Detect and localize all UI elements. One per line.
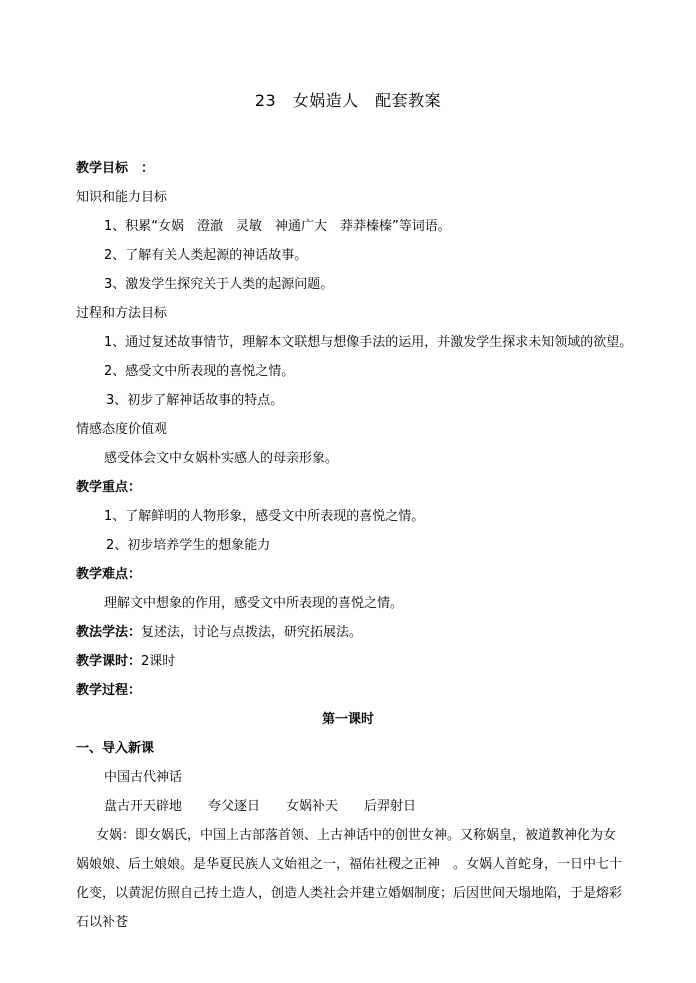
lesson-title: 第一课时 bbox=[321, 712, 374, 727]
method-text: 复述法，讨论与点拨法，研究拓展法。 bbox=[141, 625, 363, 640]
key-item: 2、初步培养学生的想象能力 bbox=[106, 538, 271, 553]
process-item: 3、初步了解神话故事的特点。 bbox=[106, 393, 284, 408]
process-label: 教学过程： bbox=[76, 683, 142, 698]
emotion-heading: 情感态度价值观 bbox=[76, 422, 168, 437]
knowledge-item: 3、激发学生探究关于人类的起源问题。 bbox=[104, 277, 334, 292]
process-item: 2、感受文中所表现的喜悦之情。 bbox=[104, 364, 295, 379]
nuwa-paragraph: 女娲：即女娲氏，中国上古部落首领、上古神话中的创世女神。又称娲皇，被道教神化为女娲娘娘、后土娘娘。是华夏民族人文始祖之一，福佑社稷之正神 。女娲人首蛇身，一日中七十化变，以黄泥仿照自己抟土造人，创造人类社会并建立婚姻制度；后因世间天塌地陷，于是熔彩石以补苍 bbox=[76, 828, 623, 930]
hours-line bbox=[76, 654, 175, 670]
process-item: 1、通过复述故事情节，理解本文联想与想像手法的运用，并激发学生探求未知领域的欲望。 bbox=[104, 335, 633, 350]
method-line bbox=[76, 625, 362, 641]
emotion-text: 感受体会文中女娲朴实感人的母亲形象。 bbox=[104, 451, 339, 466]
process-heading: 过程和方法目标 bbox=[76, 306, 168, 321]
section1-heading: 一、导入新课 bbox=[76, 741, 155, 756]
hours-label: 教学课时： bbox=[76, 654, 142, 669]
knowledge-item: 1、积累“女娲 澄澈 灵敏 神通广大 莽莽榛榛”等词语。 bbox=[104, 219, 451, 234]
key-item: 1、了解鲜明的人物形象，感受文中所表现的喜悦之情。 bbox=[104, 509, 425, 524]
myth-list: 盘古开天辟地 夸父逐日 女娲补天 后羿射日 bbox=[104, 799, 417, 814]
hours-text: 2课时 bbox=[141, 654, 176, 669]
knowledge-item: 2、了解有关人类起源的神话故事。 bbox=[104, 248, 308, 263]
knowledge-heading: 知识和能力目标 bbox=[76, 190, 168, 205]
key-heading: 教学重点： bbox=[76, 480, 142, 495]
difficulty-text: 理解文中想象的作用，感受文中所表现的喜悦之情。 bbox=[104, 596, 404, 611]
difficulty-heading: 教学难点： bbox=[76, 567, 142, 582]
goals-heading: 教学目标 ： bbox=[76, 161, 155, 176]
method-label: 教法学法： bbox=[76, 625, 142, 640]
myth-heading: 中国古代神话 bbox=[104, 770, 183, 785]
page-title: 23 女娲造人 配套教案 bbox=[254, 91, 442, 110]
